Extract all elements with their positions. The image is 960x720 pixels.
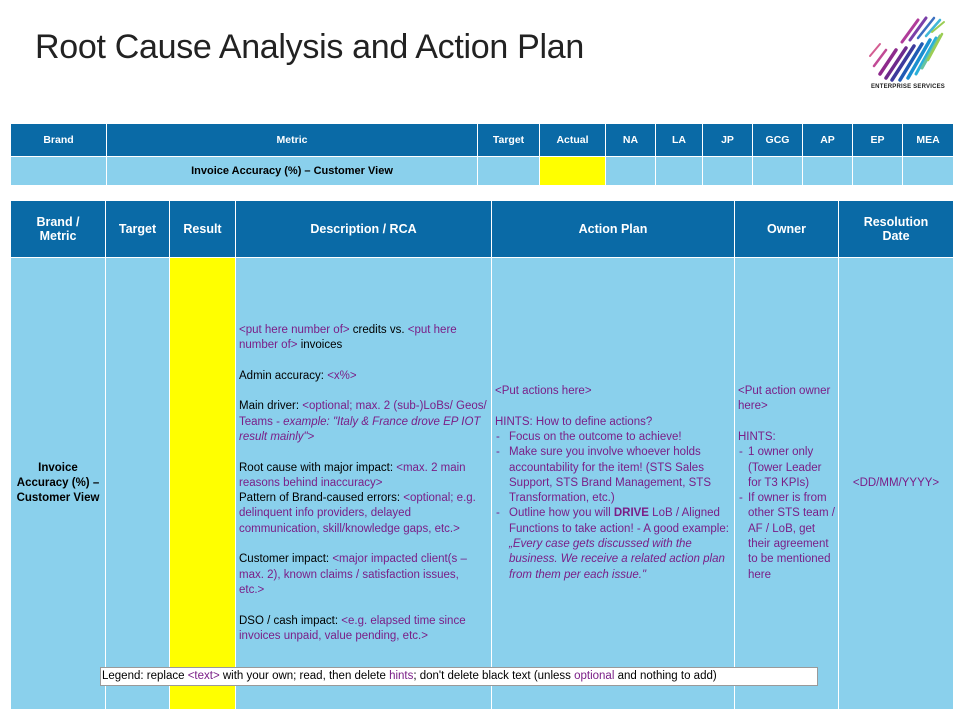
desc-dso-line	[239, 614, 487, 645]
pattern-placeholder: <optional; e.g. delinquent info providers, delayed communication, skill/knowledge gaps, etc.>	[239, 492, 476, 535]
rca-header-row	[11, 201, 954, 258]
pattern-label: Pattern of Brand-caused errors:	[239, 492, 404, 505]
cell-brand[interactable]	[11, 157, 107, 186]
desc-customer-impact-line	[239, 552, 487, 598]
invoices-end: invoices	[297, 339, 343, 352]
action-hint-1: - Focus on the outcome to achieve!	[495, 430, 730, 445]
admin-placeholder: <x%>	[327, 369, 357, 382]
main-driver-label: Main driver:	[239, 400, 303, 413]
owner-hints-list	[738, 445, 836, 583]
legend-part-b: with your own; read, then delete	[219, 670, 390, 682]
header-mea: MEA	[903, 124, 954, 157]
metrics-table	[10, 123, 954, 186]
actions-placeholder: <Put actions here>	[495, 385, 592, 398]
legend-part-a: Legend: replace	[102, 670, 188, 682]
cell-resolution-date[interactable]: <DD/MM/YYYY>	[839, 258, 954, 710]
header-gcg: GCG	[753, 124, 803, 157]
action-hint-3-start: Outline how you will	[509, 507, 614, 520]
metrics-header-row	[11, 124, 954, 157]
main-driver-placeholder-end: >	[307, 430, 315, 443]
action-hint-3-drive: DRIVE	[613, 507, 649, 520]
rca-data-row	[11, 258, 954, 710]
root-cause-label: Root cause with major impact:	[239, 461, 397, 474]
owner-hint-1: - 1 owner only (Tower Leader for T3 KPIs)	[738, 445, 836, 491]
header-ep: EP	[853, 124, 903, 157]
owner-placeholder: <Put action owner here>	[738, 385, 831, 413]
credits-mid: credits vs.	[349, 323, 408, 336]
metrics-data-row	[11, 157, 954, 186]
cell-jp[interactable]	[703, 157, 753, 186]
cell-la[interactable]	[656, 157, 703, 186]
header-resolution-date: Resolution Date	[839, 201, 954, 258]
invoices-placeholder: <put here number of>	[239, 323, 457, 352]
action-hint-3-example: „Every case gets discussed with the business. We receive a related action plan from them per each issue."	[509, 538, 725, 581]
dso-placeholder: <e.g. elapsed time since invoices unpaid, value pending, etc.>	[239, 614, 466, 642]
cell-gcg[interactable]	[753, 157, 803, 186]
header-description-rca: Description / RCA	[236, 201, 492, 258]
legend-box	[100, 667, 818, 686]
owner-hints-title: HINTS:	[738, 430, 776, 443]
header-brand-metric: Brand / Metric	[11, 201, 106, 258]
header-action-plan: Action Plan	[492, 201, 735, 258]
cell-metric: Invoice Accuracy (%) – Customer View	[107, 157, 478, 186]
header-owner: Owner	[735, 201, 839, 258]
customer-impact-placeholder: <major impacted client(s – max. 2), known claims / satisfaction issues, etc.>	[239, 553, 467, 596]
legend-part-d: and nothing to add)	[614, 670, 717, 682]
cell-mea[interactable]	[903, 157, 954, 186]
admin-label: Admin accuracy:	[239, 369, 328, 382]
desc-pattern-line	[239, 491, 487, 537]
page-title: Root Cause Analysis and Action Plan	[35, 28, 584, 66]
cell-result[interactable]	[170, 258, 236, 710]
header-target: Target	[106, 201, 170, 258]
header-brand: Brand	[11, 124, 107, 157]
cell-ap[interactable]	[803, 157, 853, 186]
cell-target[interactable]	[478, 157, 540, 186]
header-ap: AP	[803, 124, 853, 157]
header-target: Target	[478, 124, 540, 157]
action-hints-title: HINTS: How to define actions?	[495, 415, 653, 428]
cell-owner[interactable]	[735, 258, 839, 710]
dso-label: DSO / cash impact:	[239, 614, 342, 627]
customer-impact-label: Customer impact:	[239, 553, 333, 566]
root-cause-placeholder: <max. 2 main reasons behind inaccuracy>	[239, 461, 466, 489]
header-na: NA	[606, 124, 656, 157]
credits-placeholder: <put here number of>	[239, 323, 350, 336]
main-driver-example: example: "Italy & France drove EP IOT result mainly"	[239, 415, 481, 443]
header-la: LA	[656, 124, 703, 157]
cell-na[interactable]	[606, 157, 656, 186]
owner-hint-2: - If owner is from other STS team / AF / LoB, get their agreement to be mentioned here	[738, 491, 836, 583]
action-hint-3-middle: LoB / Aligned Functions to take action! - A good example:	[509, 507, 729, 535]
enterprise-services-logo	[862, 12, 952, 92]
cell-action-plan[interactable]	[492, 258, 735, 710]
header-actual: Actual	[540, 124, 606, 157]
legend-text-placeholder: <text>	[187, 670, 220, 682]
cell-description-rca[interactable]	[236, 258, 492, 710]
action-hint-3	[495, 506, 730, 582]
header-result: Result	[170, 201, 236, 258]
cell-ep[interactable]	[853, 157, 903, 186]
desc-admin-line	[239, 369, 487, 384]
action-hints-list	[495, 430, 730, 583]
cell-target[interactable]	[106, 258, 170, 710]
rca-table	[10, 200, 954, 710]
desc-credits-line	[239, 323, 487, 354]
cell-brand-metric: Invoice Accuracy (%) – Customer View	[11, 258, 106, 710]
logo-caption: ENTERPRISE SERVICES	[870, 84, 946, 90]
cell-actual[interactable]	[540, 157, 606, 186]
main-driver-placeholder: <optional; max. 2 (sub-)LoBs/ Geos/ Teams -	[239, 400, 487, 428]
header-jp: JP	[703, 124, 753, 157]
legend-hints-word: hints	[389, 670, 414, 682]
desc-root-cause-line	[239, 461, 487, 492]
legend-part-c: ; don't delete black text (unless	[413, 670, 575, 682]
action-hint-2: - Make sure you involve whoever holds accountability for the item! (STS Sales Support, STS Brand Management, STS Transformation, etc.)	[495, 445, 730, 506]
legend-optional-word: optional	[574, 670, 615, 682]
header-metric: Metric	[107, 124, 478, 157]
desc-main-driver-line	[239, 399, 487, 445]
